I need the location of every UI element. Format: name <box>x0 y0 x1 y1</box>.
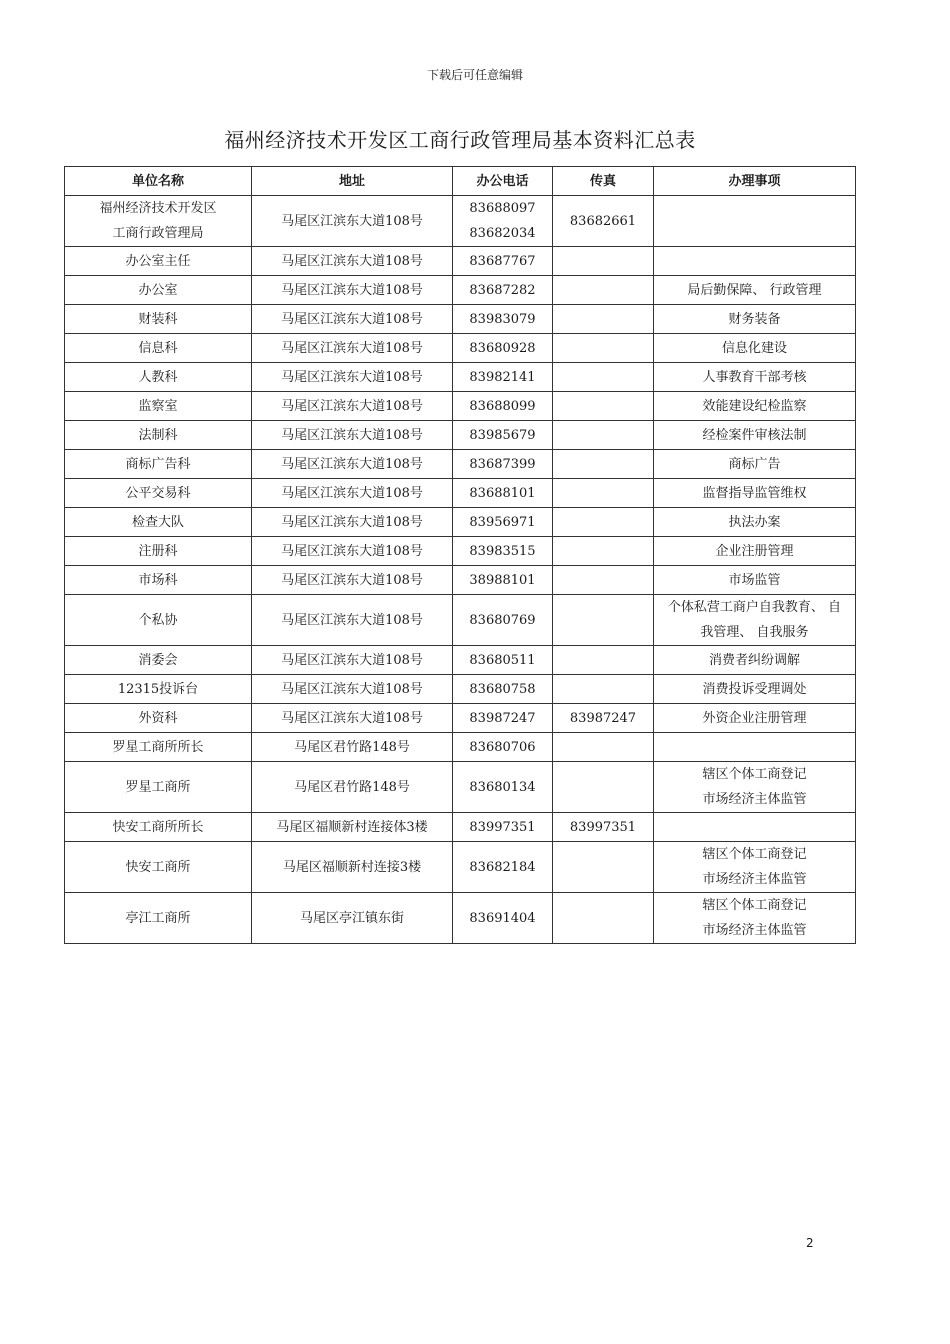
cell-text: 83682184 <box>469 859 536 875</box>
cell-text: 83983515 <box>469 543 536 559</box>
unit-name-cell <box>65 762 252 813</box>
cell-text: 马尾区江滨东大道108号 <box>281 543 423 559</box>
fax-cell <box>553 305 654 334</box>
cell-text: 商标广告 <box>728 456 781 472</box>
table-row <box>65 733 856 762</box>
cell-text: 信息化建设 <box>721 340 787 356</box>
matters-cell <box>654 276 856 305</box>
table-row <box>65 842 856 893</box>
matters-cell <box>654 450 856 479</box>
fax-cell <box>553 450 654 479</box>
header-note: 下载后可任意编辑 <box>426 68 523 82</box>
cell-text: 83680928 <box>469 340 536 356</box>
cell-text: 法制科 <box>138 427 178 443</box>
unit-name-cell <box>65 566 252 595</box>
column-header-matters: 办理事项 <box>654 167 856 196</box>
table-row <box>65 276 856 305</box>
table-row <box>65 566 856 595</box>
phone-cell <box>453 421 553 450</box>
unit-name-cell <box>65 646 252 675</box>
cell-text: 83680511 <box>469 652 536 668</box>
fax-cell <box>553 675 654 704</box>
phone-cell <box>453 196 553 247</box>
cell-text: 83997351 <box>569 819 637 835</box>
table-row <box>65 196 856 247</box>
unit-name-cell <box>65 704 252 733</box>
unit-name-cell <box>65 595 252 646</box>
fax-cell <box>553 762 654 813</box>
cell-text: 消委会 <box>138 652 178 668</box>
cell-text: 辖区个体工商登记 <box>702 767 807 782</box>
cell-text: 马尾区江滨东大道108号 <box>281 369 423 385</box>
address-cell <box>252 704 453 733</box>
unit-name-cell <box>65 450 252 479</box>
cell-text: 市场经济主体监管 <box>702 872 807 887</box>
phone-cell <box>453 392 553 421</box>
cell-text: 商标广告科 <box>125 456 191 472</box>
table-row <box>65 305 856 334</box>
unit-name-cell <box>65 842 252 893</box>
table-row <box>65 595 856 646</box>
cell-text: 马尾区江滨东大道108号 <box>281 456 423 472</box>
cell-text: 83682661 <box>569 213 637 229</box>
fax-cell <box>553 733 654 762</box>
cell-text: 83680758 <box>469 681 536 697</box>
cell-text: 马尾区江滨东大道108号 <box>281 213 423 229</box>
cell-text: 马尾区江滨东大道108号 <box>281 514 423 530</box>
phone-cell <box>453 813 553 842</box>
cell-text: 马尾区江滨东大道108号 <box>281 485 423 501</box>
cell-text: 马尾区江滨东大道108号 <box>281 311 423 327</box>
cell-text: 财装科 <box>138 311 178 327</box>
column-header-address: 地址 <box>252 167 453 196</box>
table-header-row <box>65 167 856 196</box>
phone-cell <box>453 363 553 392</box>
fax-cell <box>553 196 654 247</box>
cell-text: 马尾区福顺新村连接3楼 <box>282 859 422 875</box>
cell-text: 马尾区江滨东大道108号 <box>281 398 423 414</box>
cell-text: 监督指导监管维权 <box>702 485 807 501</box>
cell-text: 12315投诉台 <box>117 681 199 697</box>
cell-text: 企业注册管理 <box>715 543 794 559</box>
cell-text: 执法办案 <box>728 514 781 530</box>
matters-cell <box>654 247 856 276</box>
fax-cell <box>553 421 654 450</box>
address-cell <box>252 276 453 305</box>
table-row <box>65 334 856 363</box>
address-cell <box>252 813 453 842</box>
phone-cell <box>453 762 553 813</box>
cell-text: 83687767 <box>469 253 536 269</box>
table-row <box>65 508 856 537</box>
unit-name-cell <box>65 276 252 305</box>
cell-text: 快安工商所 <box>125 859 191 875</box>
cell-text: 马尾区江滨东大道108号 <box>281 652 423 668</box>
cell-text: 83680134 <box>469 779 536 795</box>
unit-name-cell <box>65 363 252 392</box>
table-row <box>65 450 856 479</box>
cell-text: 办公室主任 <box>125 253 191 269</box>
fax-cell <box>553 479 654 508</box>
cell-text: 市场经济主体监管 <box>702 792 807 807</box>
fax-cell <box>553 813 654 842</box>
address-cell <box>252 450 453 479</box>
cell-text: 局后勤保障、 行政管理 <box>687 282 822 298</box>
cell-text: 38988101 <box>469 572 536 588</box>
phone-cell <box>453 305 553 334</box>
unit-name-cell <box>65 893 252 944</box>
cell-text: 83983079 <box>469 311 536 327</box>
cell-text: 亭江工商所 <box>125 910 191 926</box>
unit-name-cell <box>65 479 252 508</box>
table-row <box>65 646 856 675</box>
table-row <box>65 537 856 566</box>
matters-cell <box>654 733 856 762</box>
phone-cell <box>453 704 553 733</box>
matters-cell <box>654 334 856 363</box>
cell-text: 办公室 <box>138 282 178 298</box>
cell-text: 83680706 <box>469 739 536 755</box>
cell-text: 市场监管 <box>728 572 781 588</box>
fax-cell <box>553 276 654 305</box>
phone-cell <box>453 508 553 537</box>
fax-cell <box>553 842 654 893</box>
unit-name-cell <box>65 247 252 276</box>
cell-text: 83987247 <box>469 710 536 726</box>
phone-cell <box>453 566 553 595</box>
cell-text: 83987247 <box>569 710 637 726</box>
fax-cell <box>553 363 654 392</box>
matters-cell <box>654 893 856 944</box>
cell-text: 消费者纠纷调解 <box>708 652 800 668</box>
phone-cell <box>453 842 553 893</box>
address-cell <box>252 247 453 276</box>
phone-cell <box>453 893 553 944</box>
phone-cell <box>453 247 553 276</box>
fax-cell <box>553 704 654 733</box>
cell-text: 财务装备 <box>728 311 781 327</box>
phone-cell <box>453 733 553 762</box>
phone-cell <box>453 450 553 479</box>
cell-text: 快安工商所所长 <box>112 819 204 835</box>
unit-name-cell <box>65 334 252 363</box>
cell-text: 罗星工商所 <box>125 779 191 795</box>
matters-cell <box>654 595 856 646</box>
matters-cell <box>654 675 856 704</box>
cell-text: 83682034 <box>469 226 536 241</box>
cell-text: 马尾区江滨东大道108号 <box>281 253 423 269</box>
cell-text: 马尾区江滨东大道108号 <box>281 340 423 356</box>
unit-name-cell <box>65 508 252 537</box>
cell-text: 我管理、 自我服务 <box>700 625 809 640</box>
matters-cell <box>654 704 856 733</box>
address-cell <box>252 421 453 450</box>
matters-cell <box>654 305 856 334</box>
cell-text: 外资科 <box>138 710 178 726</box>
fax-cell <box>553 566 654 595</box>
fax-cell <box>553 392 654 421</box>
matters-cell <box>654 813 856 842</box>
cell-text: 马尾区江滨东大道108号 <box>281 612 423 628</box>
address-cell <box>252 537 453 566</box>
cell-text: 检查大队 <box>131 514 184 530</box>
table-row <box>65 392 856 421</box>
unit-name-cell <box>65 537 252 566</box>
address-cell <box>252 363 453 392</box>
phone-cell <box>453 675 553 704</box>
cell-text: 83687282 <box>469 282 536 298</box>
cell-text: 83997351 <box>469 819 536 835</box>
table-row <box>65 479 856 508</box>
unit-name-cell <box>65 421 252 450</box>
cell-text: 马尾区君竹路148号 <box>294 779 410 795</box>
cell-text: 辖区个体工商登记 <box>702 847 807 862</box>
address-cell <box>252 196 453 247</box>
matters-cell <box>654 762 856 813</box>
cell-text: 83956971 <box>469 514 536 530</box>
fax-cell <box>553 537 654 566</box>
cell-text: 马尾区江滨东大道108号 <box>281 681 423 697</box>
column-header-fax: 传真 <box>553 167 654 196</box>
address-cell <box>252 733 453 762</box>
matters-cell <box>654 421 856 450</box>
address-cell <box>252 392 453 421</box>
table-row <box>65 893 856 944</box>
cell-text: 83985679 <box>469 427 536 443</box>
phone-cell <box>453 276 553 305</box>
matters-cell <box>654 196 856 247</box>
unit-name-cell <box>65 392 252 421</box>
cell-text: 83691404 <box>469 910 536 926</box>
matters-cell <box>654 392 856 421</box>
phone-cell <box>453 595 553 646</box>
fax-cell <box>553 334 654 363</box>
cell-text: 福州经济技术开发区 <box>99 201 217 216</box>
table-row <box>65 421 856 450</box>
cell-text: 辖区个体工商登记 <box>702 898 807 913</box>
cell-text: 信息科 <box>138 340 178 356</box>
summary-table <box>64 166 856 944</box>
matters-cell <box>654 508 856 537</box>
unit-name-cell <box>65 305 252 334</box>
cell-text: 公平交易科 <box>125 485 191 501</box>
address-cell <box>252 762 453 813</box>
phone-cell <box>453 334 553 363</box>
cell-text: 人教科 <box>138 369 178 385</box>
matters-cell <box>654 842 856 893</box>
address-cell <box>252 508 453 537</box>
cell-text: 外资企业注册管理 <box>702 710 807 726</box>
matters-cell <box>654 363 856 392</box>
column-header-unit-name: 单位名称 <box>65 167 252 196</box>
unit-name-cell <box>65 733 252 762</box>
table-row <box>65 762 856 813</box>
fax-cell <box>553 595 654 646</box>
column-header-office-phone: 办公电话 <box>453 167 553 196</box>
page-number: 2 <box>806 1236 814 1250</box>
address-cell <box>252 479 453 508</box>
cell-text: 马尾区江滨东大道108号 <box>281 572 423 588</box>
cell-text: 个私协 <box>138 612 178 628</box>
phone-cell <box>453 537 553 566</box>
cell-text: 市场科 <box>138 572 178 588</box>
table-row <box>65 363 856 392</box>
table-body <box>65 196 856 944</box>
page-title: 福州经济技术开发区工商行政管理局基本资料汇总表 <box>224 128 696 152</box>
cell-text: 马尾区江滨东大道108号 <box>281 427 423 443</box>
address-cell <box>252 646 453 675</box>
cell-text: 罗星工商所所长 <box>112 739 204 755</box>
cell-text: 83680769 <box>469 612 536 628</box>
matters-cell <box>654 479 856 508</box>
table-row <box>65 247 856 276</box>
cell-text: 83687399 <box>469 456 536 472</box>
cell-text: 工商行政管理局 <box>112 226 204 241</box>
address-cell <box>252 675 453 704</box>
cell-text: 马尾区亭江镇东街 <box>299 910 404 926</box>
address-cell <box>252 305 453 334</box>
table-row <box>65 675 856 704</box>
cell-text: 经检案件审核法制 <box>702 427 807 443</box>
address-cell <box>252 893 453 944</box>
matters-cell <box>654 537 856 566</box>
fax-cell <box>553 508 654 537</box>
table-row <box>65 704 856 733</box>
cell-text: 83982141 <box>469 369 536 385</box>
cell-text: 马尾区福顺新村连接体3楼 <box>276 819 428 835</box>
phone-cell <box>453 479 553 508</box>
cell-text: 83688101 <box>469 485 536 501</box>
fax-cell <box>553 893 654 944</box>
unit-name-cell <box>65 813 252 842</box>
cell-text: 市场经济主体监管 <box>702 923 807 938</box>
cell-text: 效能建设纪检监察 <box>702 398 807 414</box>
cell-text: 人事教育干部考核 <box>702 369 807 385</box>
unit-name-cell <box>65 196 252 247</box>
cell-text: 83688099 <box>469 398 536 414</box>
fax-cell <box>553 646 654 675</box>
phone-cell <box>453 646 553 675</box>
cell-text: 个体私营工商户自我教育、 自 <box>667 600 842 615</box>
unit-name-cell <box>65 675 252 704</box>
address-cell <box>252 842 453 893</box>
address-cell <box>252 595 453 646</box>
cell-text: 马尾区君竹路148号 <box>294 739 410 755</box>
matters-cell <box>654 566 856 595</box>
table-row <box>65 813 856 842</box>
cell-text: 83688097 <box>469 201 536 216</box>
cell-text: 监察室 <box>138 398 178 414</box>
cell-text: 注册科 <box>138 543 178 559</box>
cell-text: 马尾区江滨东大道108号 <box>281 710 423 726</box>
fax-cell <box>553 247 654 276</box>
matters-cell <box>654 646 856 675</box>
address-cell <box>252 566 453 595</box>
cell-text: 消费投诉受理调处 <box>702 681 807 697</box>
address-cell <box>252 334 453 363</box>
cell-text: 马尾区江滨东大道108号 <box>281 282 423 298</box>
